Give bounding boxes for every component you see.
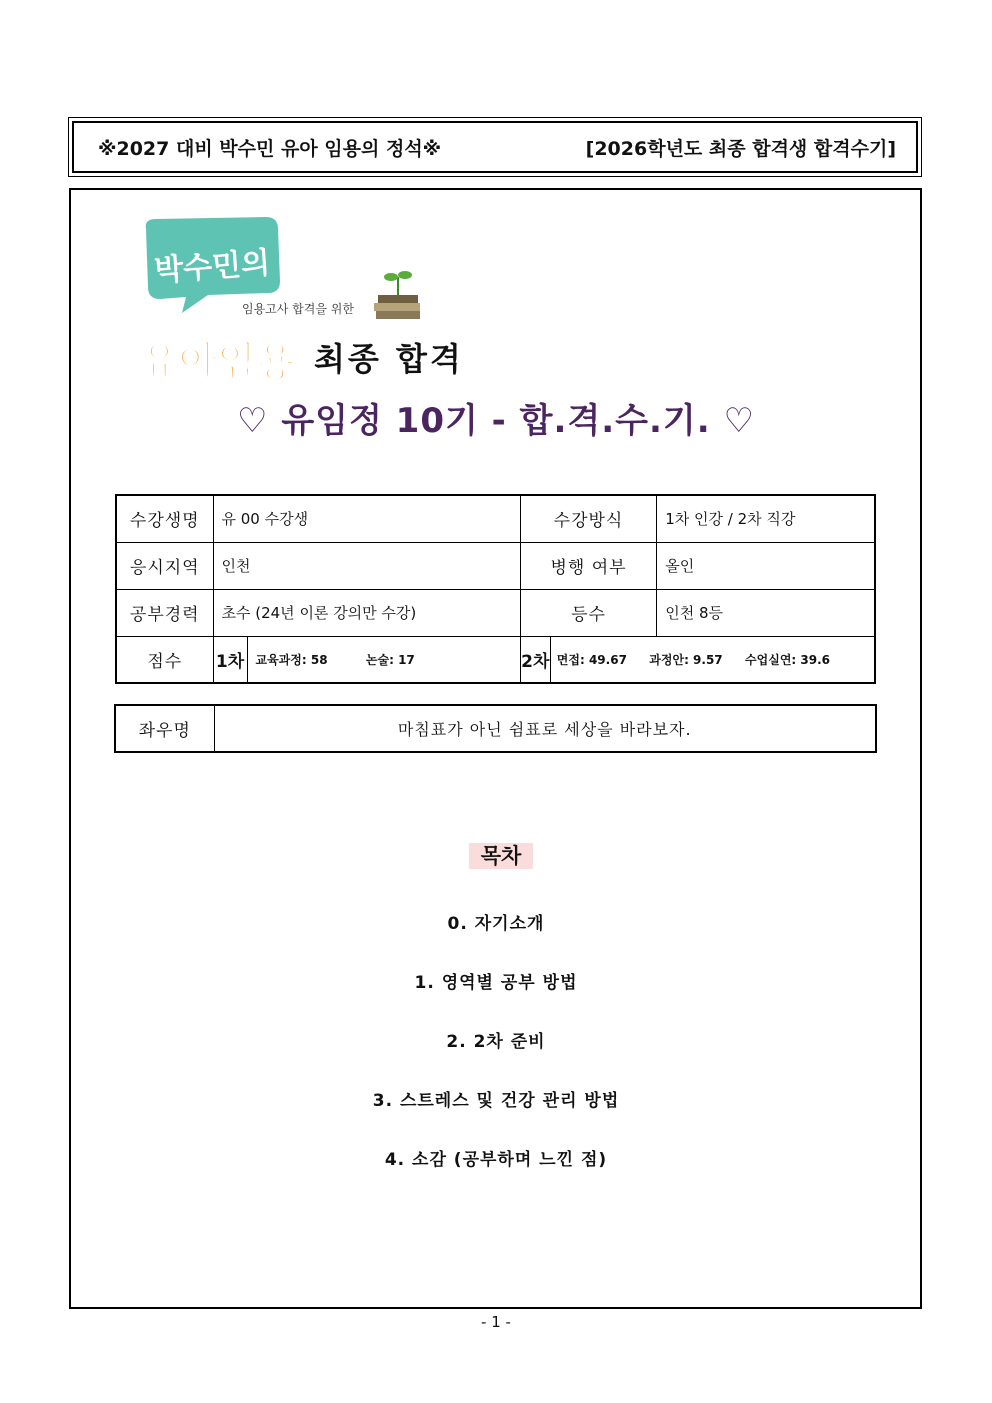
student-name-value: 유 00 수강생 xyxy=(213,495,520,542)
motto-label: 좌우명 xyxy=(115,705,214,752)
course-type-value: 1차 인강 / 2차 직강 xyxy=(657,495,875,542)
round2-interview-score: 면접: 49.67 xyxy=(556,652,627,667)
books-sprout-icon xyxy=(374,271,420,319)
student-info-table xyxy=(115,494,876,684)
round1-essay-score: 논술: 17 xyxy=(365,652,415,667)
round1-scores xyxy=(247,636,520,683)
toc-item: 1. 영역별 공부 방법 xyxy=(414,973,578,993)
score-label: 점수 xyxy=(116,636,213,683)
header-left-title: ※2027 대비 박수민 유아 임용의 정석※ xyxy=(98,137,442,160)
table-row xyxy=(116,495,875,542)
page-number: - 1 - xyxy=(481,1313,511,1331)
round2-label: 2차 xyxy=(520,636,550,683)
region-label: 응시지역 xyxy=(116,542,213,589)
student-name-label: 수강생명 xyxy=(116,495,213,542)
round1-label: 1차 xyxy=(213,636,247,683)
toc-title: 목차 xyxy=(469,843,533,869)
page-title: ♡ 유임정 10기 - 합.격.수.기. ♡ xyxy=(237,401,755,441)
logo-tagline: 임용고사 합격을 위한 xyxy=(242,302,354,316)
round2-demo-score: 수업실연: 39.6 xyxy=(745,652,830,667)
course-type-label: 수강방식 xyxy=(520,495,656,542)
table-row xyxy=(116,636,875,683)
table-row xyxy=(115,705,876,752)
round2-plan-score: 과정안: 9.57 xyxy=(649,652,723,667)
final-pass-heading: 최종 합격 xyxy=(314,340,464,378)
logo-brand: 유아임용 xyxy=(140,339,295,385)
header-inner xyxy=(72,121,918,173)
table-row xyxy=(116,589,875,636)
rank-label: 등수 xyxy=(520,589,656,636)
toc-item: 0. 자기소개 xyxy=(447,914,545,934)
experience-label: 공부경력 xyxy=(116,589,213,636)
round1-curriculum-score: 교육과정: 58 xyxy=(255,652,328,667)
toc-item: 4. 소감 (공부하며 느낀 점) xyxy=(384,1150,608,1170)
motto-table xyxy=(114,704,877,753)
parallel-value: 올인 xyxy=(657,542,875,589)
header-box xyxy=(68,117,922,177)
toc-item: 3. 스트레스 및 건강 관리 방법 xyxy=(372,1091,620,1111)
toc-item: 2. 2차 준비 xyxy=(446,1032,546,1052)
parallel-label: 병행 여부 xyxy=(520,542,656,589)
round2-scores xyxy=(550,636,875,683)
rank-value: 인천 8등 xyxy=(657,589,875,636)
motto-text: 마침표가 아닌 쉼표로 세상을 바라보자. xyxy=(214,705,876,752)
table-row xyxy=(116,542,875,589)
region-value: 인천 xyxy=(213,542,520,589)
header-right-title: [2026학년도 최종 합격생 합격수기] xyxy=(585,137,896,160)
logo-bubble-text: 박수민의 xyxy=(153,245,272,289)
experience-value: 초수 (24년 이론 강의만 수강) xyxy=(213,589,520,636)
